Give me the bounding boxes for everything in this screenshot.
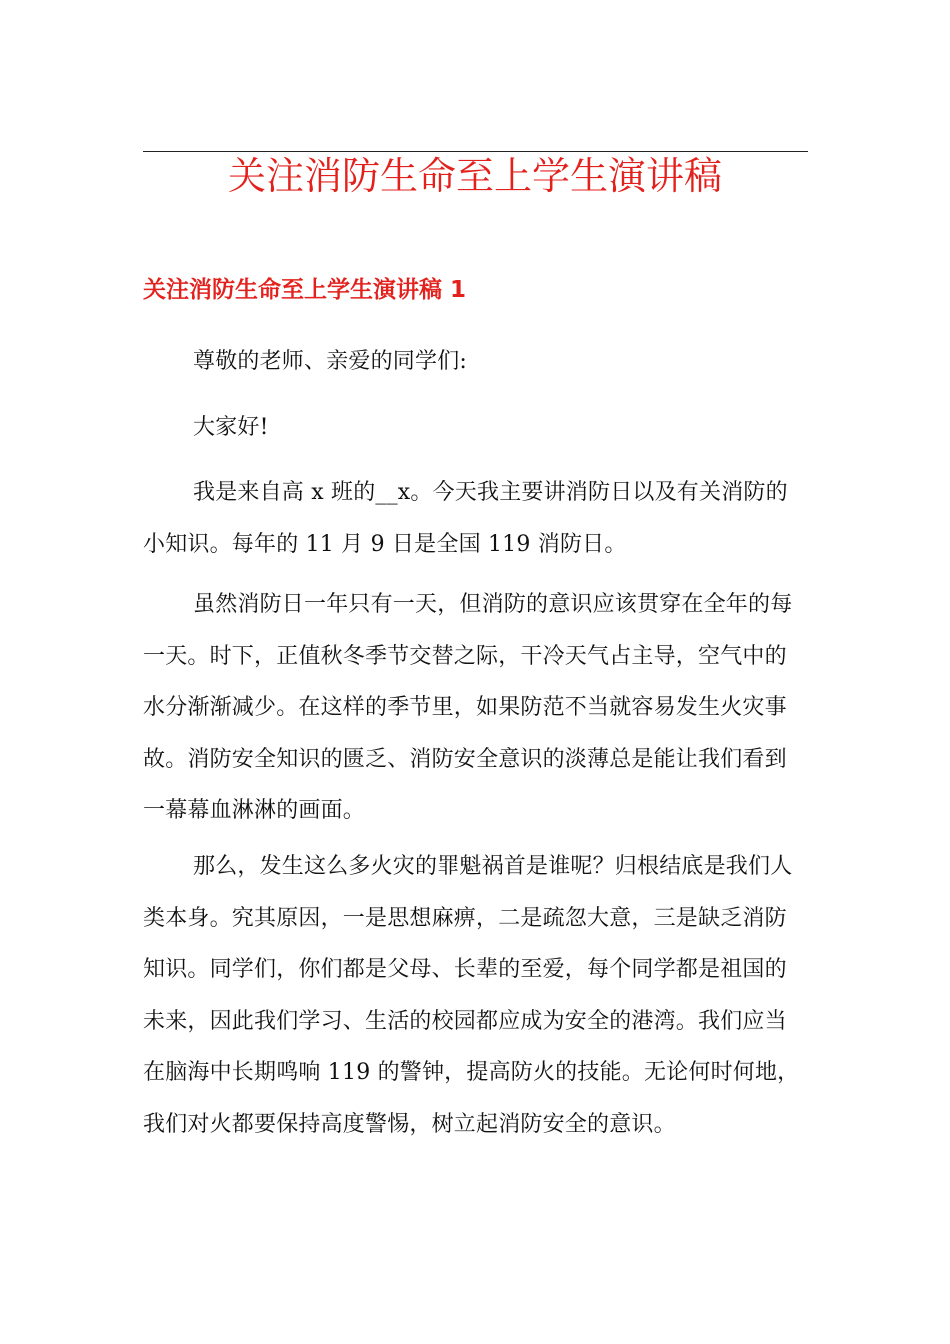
paragraph-salutation: 尊敬的老师、亲爱的同学们: [193,349,468,374]
section-heading: 关注消防生命至上学生演讲稿 1 [143,277,467,303]
paragraph-intro: 我是来自高 x 班的__x。今天我主要讲消防日以及有关消防的小知识。每年的 11 月 9 日是全国 119 消防日。 [143,480,788,557]
paragraph-causes: 那么，发生这么多火灾的罪魁祸首是谁呢？归根结底是我们人类本身。究其原因，一是思想麻痹，二是疏忽大意，三是缺乏消防知识。同学们，你们都是父母、长辈的至爱，每个同学都是祖国的未来，因此我们学习、生活的校园都应成为安全的港湾。我们应当在脑海中长期鸣响 119 的警钟，提高防火的技能。无论何时何地，我们对火都要保持高度警惕，树立起消防安全的意识。 [143,854,800,1137]
paragraph-awareness: 虽然消防日一年只有一天，但消防的意识应该贯穿在全年的每一天。时下，正值秋冬季节交替之际，干冷天气占主导，空气中的水分渐渐减少。在这样的季节里，如果防范不当就容易发生火灾事故。消防安全知识的匮乏、消防安全意识的淡薄总是能让我们看到一幕幕血淋淋的画面。 [143,592,793,823]
paragraph-greeting: 大家好! [193,415,269,440]
document-title: 关注消防生命至上学生演讲稿 [227,154,722,198]
